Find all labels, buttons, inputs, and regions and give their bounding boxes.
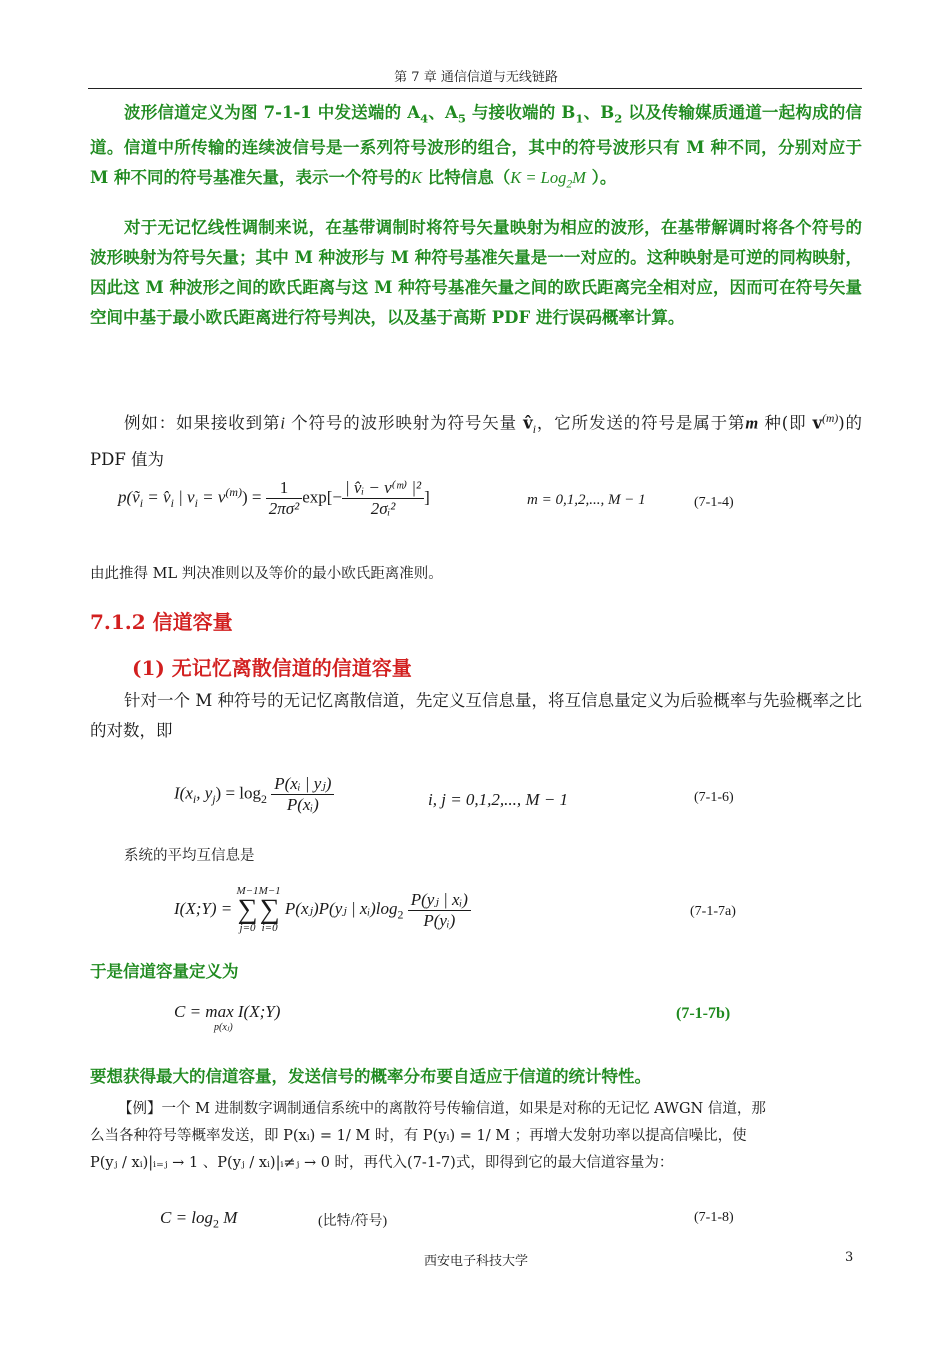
eq1-sub1: i [139, 495, 144, 510]
eq2-lhs: I(x [174, 783, 193, 803]
eq2-number: (7-1-6) [694, 790, 734, 805]
paragraph-ml-criterion: 由此推得 ML 判决准则以及等价的最小欧氏距离准则。 [90, 566, 443, 582]
eq3-frac-num: P(yⱼ | xᵢ) [408, 890, 471, 911]
eq1-range: m = 0,1,2,..., M − 1 [527, 492, 646, 508]
paragraph-capacity-definition: 于是信道容量定义为 [90, 962, 239, 981]
p1-sub-a4: 4 [420, 111, 429, 126]
eq1-frac1-den: 2πσ² [268, 499, 300, 518]
eq1-lhs: p(ṽ [118, 487, 140, 507]
eq2-log-sub: 2 [261, 791, 267, 806]
eq1-lhs-end: ) = [241, 487, 262, 507]
eq3-sum1-bot: j=0 [239, 922, 256, 934]
eq3-log-sub: 2 [397, 907, 404, 922]
p1-sub-b2: 2 [614, 111, 623, 126]
eq1-mid3: = v [197, 487, 226, 507]
header-rule [88, 88, 862, 89]
eq2-fraction [271, 774, 334, 815]
eq5-log-sub: 2 [213, 1216, 219, 1231]
paragraph-average-mutual-info: 系统的平均互信息是 [124, 848, 255, 864]
paragraph-example-pdf [90, 404, 862, 475]
p1-text-a: 波形信道定义为图 7-1-1 中发送端的 A [124, 103, 421, 122]
p1-text-f: 比特信息（ [422, 168, 511, 188]
eq2-frac-den: P(xᵢ) [286, 795, 319, 814]
eq1-exp: exp[− [302, 487, 342, 507]
eq5-unit: (比特/符号) [318, 1214, 388, 1229]
eq2-frac-num: P(xᵢ | yⱼ) [271, 774, 334, 795]
eq2-range: i, j = 0,1,2,..., M − 1 [428, 790, 569, 809]
eq3-sum1-top: M−1 [236, 885, 259, 897]
page-footer: 西安电子科技大学 [423, 1254, 528, 1269]
p3-m-var: m [745, 413, 759, 433]
p1-text-g: ）。 [585, 168, 617, 188]
paragraph-mutual-info-def: 针对一个 M 种符号的无记忆离散信道，先定义互信息量，将互信息量定义为后验概率与先验概率之比的对数，即 [90, 691, 862, 740]
p1-formula-sub: 2 [566, 178, 573, 191]
eq1-sub3: i [194, 495, 198, 510]
eq1-sup: (m) [225, 484, 242, 499]
p3-text-c: ，它所发送的符号是属于第 [535, 413, 746, 433]
p3-vhat: v̂ [523, 413, 533, 433]
p1-text-d: 、B [583, 103, 615, 122]
example-line-3: P(yⱼ / xᵢ)|ᵢ₌ⱼ → 1 、P(yⱼ / xᵢ)|ᵢ≠ⱼ → 0 时，再代入(7-1-7)式，即得到它的最大信道容量为： [90, 1155, 674, 1171]
eq1-close: ] [424, 487, 430, 507]
equation-7-1-7b: C = max I(X;Y) [174, 1002, 281, 1021]
paragraph-waveform-channel [90, 98, 862, 200]
eq2-sub1: i [192, 791, 197, 806]
eq3-sum-i [259, 886, 281, 934]
eq1-frac2-den: 2σᵢ² [370, 499, 396, 518]
eq3-sigma-2: ∑ [259, 894, 280, 925]
example-line-2: 么当各种符号等概率发送，即 P(xᵢ) = 1/ M 时，有 P(yᵢ) = 1/ M ；再增大发射功率以提高信噪比，使 [90, 1128, 747, 1144]
equation-7-1-6 [174, 774, 334, 815]
eq2-sub2: j [212, 791, 216, 806]
subsection-heading-memoryless-discrete: (1) 无记忆离散信道的信道容量 [132, 656, 412, 680]
p1-sub-a5: 5 [457, 111, 466, 126]
eq3-sum2-top: M−1 [258, 885, 281, 897]
eq5-lhs: C = log [160, 1208, 214, 1227]
eq3-frac-den: P(yᵢ) [423, 910, 456, 930]
eq1-mid2: | v [173, 487, 195, 507]
p1-sub-b1: 1 [575, 111, 584, 126]
section-heading-channel-capacity: 7.1.2 信道容量 [90, 610, 233, 634]
eq5-m: M [219, 1208, 238, 1227]
p1-formula: K = Log [510, 168, 567, 188]
eq1-fraction-1 [266, 478, 303, 519]
equation-7-1-4 [118, 478, 430, 519]
eq4-number: (7-1-7b) [676, 1005, 731, 1022]
eq3-sum-j [236, 886, 258, 934]
eq4-under: p(xⱼ) [214, 1022, 233, 1033]
paragraph-adaptive-distribution: 要想获得最大的信道容量，发送信号的概率分布要自适应于信道的统计特性。 [90, 1067, 651, 1086]
p3-text-a: 例如：如果接收到第 [124, 413, 281, 433]
p1-text-b: 、A [428, 103, 458, 122]
eq1-frac2-num: | v̂ᵢ − v⁽ᵐ⁾ |² [342, 478, 424, 499]
p3-v-bold: v [812, 413, 823, 433]
eq1-frac1-num: 1 [266, 478, 303, 499]
p1-text-c: 与接收端的 B [465, 103, 576, 122]
eq2-mid: , y [196, 783, 213, 803]
eq1-number: (7-1-4) [694, 495, 734, 510]
p1-text-e: 以及传输媒质通道一起构成的信道。信道中所传输的连续波信号是一系列符号波形的组合，其中的符号波形只有 M 种不同，分别对应于 M 种不同的符号基准矢量，表示一个符号的 [90, 103, 862, 188]
page-header: 第 7 章 通信信道与无线链路 [394, 70, 558, 85]
p3-text-e: )的 PDF 值为 [90, 413, 863, 469]
eq3-body: P(xⱼ)P(yⱼ | xᵢ)log [284, 898, 398, 918]
eq3-fraction [408, 890, 471, 931]
p1-k-var: K [411, 168, 423, 188]
eq5-number: (7-1-8) [694, 1210, 734, 1225]
paragraph-memoryless-modulation: 对于无记忆线性调制来说，在基带调制时将符号矢量映射为相应的波形，在基带解调时将各个符号的波形映射为符号矢量；其中 M 种波形与 M 种符号基准矢量是一一对应的。这种映射是可逆的同构映射，因此这 M 种波形之间的欧氏距离与这 M 种符号基准矢量之间的欧氏距离完全相对应，因而可在符号矢量空间中基于最小欧氏距离进行符号判决，以及基于高斯 PDF 进行误码概率计算。 [90, 218, 862, 327]
equation-7-1-7a [174, 886, 471, 934]
eq1-mid: = v̂ [143, 487, 171, 507]
eq3-lhs: I(X;Y) = [174, 898, 233, 918]
example-line-1: 【例】一个 M 进制数字调制通信系统中的离散符号传输信道，如果是对称的无记忆 AWGN 信道，那 [118, 1101, 766, 1117]
eq3-sigma-1: ∑ [237, 894, 258, 925]
p1-formula-m: M [572, 168, 586, 188]
paragraph-awgn-example [90, 1096, 862, 1177]
eq3-number: (7-1-7a) [690, 904, 736, 919]
p3-v-sup: (m) [822, 413, 839, 425]
p3-text-d: 种(即 [758, 413, 813, 433]
eq1-fraction-2 [342, 478, 424, 519]
p3-text-b: 个符号的波形映射为符号矢量 [285, 413, 524, 433]
eq2-lhs-end: ) = log [215, 783, 262, 803]
eq3-sum2-bot: i=0 [261, 922, 278, 934]
p3-i-var: i [280, 413, 285, 433]
p3-vhat-sub: i [532, 423, 536, 436]
page-number: 3 [845, 1250, 854, 1265]
eq1-sub2: i [170, 495, 174, 510]
equation-7-1-8 [160, 1208, 237, 1231]
